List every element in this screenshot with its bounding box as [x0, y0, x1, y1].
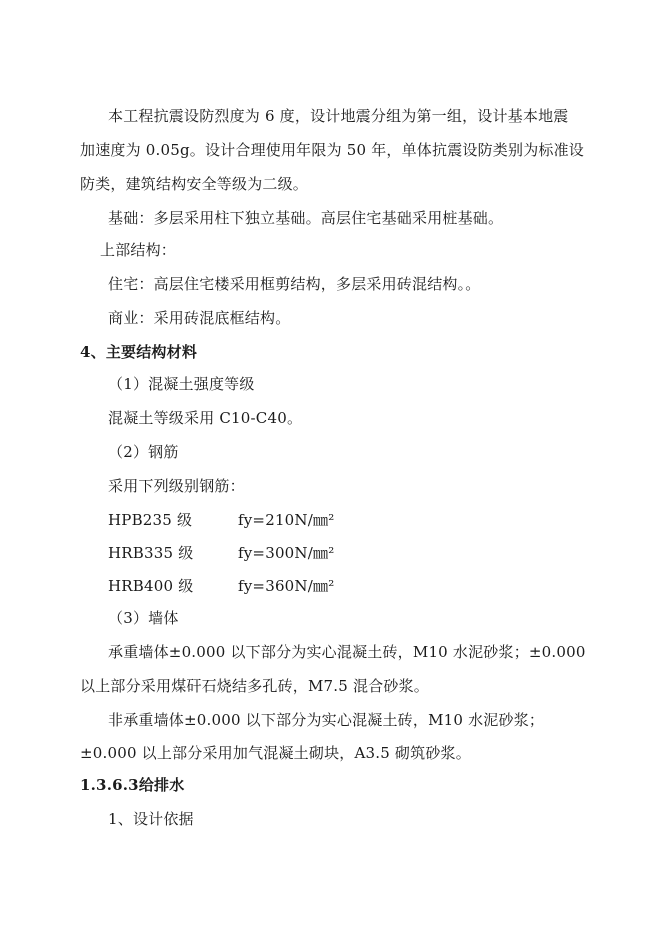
rebar-subheading: （2）钢筋 — [108, 443, 179, 461]
seismic-paragraph-line-1: 本工程抗震设防烈度为 6 度，设计地震分组为第一组，设计基本地震 — [108, 107, 569, 125]
commercial-paragraph: 商业：采用砖混底框结构。 — [108, 309, 291, 327]
seismic-paragraph-line-3: 防类，建筑结构安全等级为二级。 — [80, 175, 309, 193]
section-4-heading: 4、主要结构材料 — [80, 343, 198, 361]
rebar-strength: fy=360N/㎜² — [238, 577, 335, 595]
superstructure-label: 上部结构： — [100, 241, 177, 259]
rebar-grade: HRB400 级 — [108, 577, 194, 595]
concrete-subheading: （1）混凝土强度等级 — [108, 375, 255, 393]
nonbearing-wall-line-2: ±0.000 以上部分采用加气混凝土砌块，A3.5 砌筑砂浆。 — [80, 744, 471, 762]
bearing-wall-line-1: 承重墙体±0.000 以下部分为实心混凝土砖，M10 水泥砂浆；±0.000 — [108, 643, 586, 661]
residential-paragraph: 住宅：高层住宅楼采用框剪结构，多层采用砖混结构。。 — [108, 275, 481, 293]
rebar-strength: fy=210N/㎜² — [238, 511, 335, 529]
rebar-text: 采用下列级别钢筋： — [108, 477, 245, 495]
foundation-paragraph: 基础：多层采用柱下独立基础。高层住宅基础采用桩基础。 — [108, 209, 504, 227]
bearing-wall-line-2: 以上部分采用煤矸石烧结多孔砖，M7.5 混合砂浆。 — [80, 677, 429, 695]
design-basis-item: 1、设计依据 — [108, 810, 194, 828]
wall-subheading: （3）墙体 — [108, 609, 179, 627]
rebar-row — [108, 543, 408, 563]
seismic-paragraph-line-2: 加速度为 0.05g。设计合理使用年限为 50 年，单体抗震设防类别为标准设 — [80, 141, 584, 159]
rebar-grade: HRB335 级 — [108, 544, 194, 562]
rebar-strength: fy=300N/㎜² — [238, 544, 335, 562]
rebar-row — [108, 510, 408, 530]
rebar-grade: HPB235 级 — [108, 511, 193, 529]
rebar-row — [108, 576, 408, 596]
water-section-heading: 1.3.6.3给排水 — [80, 776, 185, 794]
nonbearing-wall-line-1: 非承重墙体±0.000 以下部分为实心混凝土砖，M10 水泥砂浆； — [108, 711, 545, 729]
concrete-text: 混凝土等级采用 C10-C40。 — [108, 409, 303, 427]
